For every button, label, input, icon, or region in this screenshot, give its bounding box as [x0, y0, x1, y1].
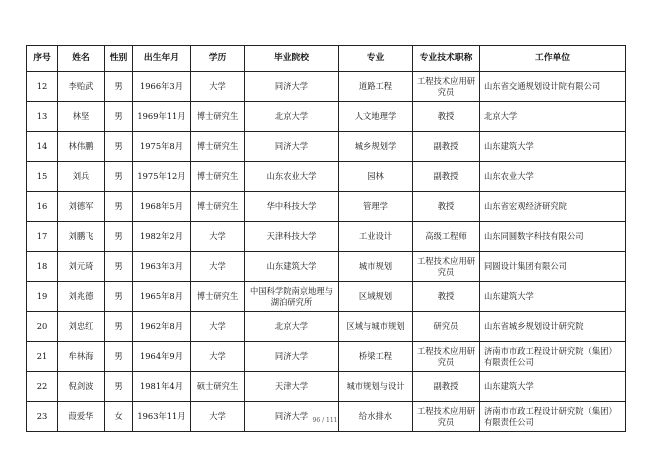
- cell-name: 牟林海: [58, 342, 105, 372]
- cell-index: 12: [27, 72, 58, 102]
- cell-gender: 男: [105, 312, 133, 342]
- cell-birth: 1975年8月: [133, 132, 191, 162]
- cell-gender: 男: [105, 162, 133, 192]
- header-col-employer: 工作单位: [480, 46, 626, 72]
- cell-gender: 男: [105, 282, 133, 312]
- cell-birth: 1963年11月: [133, 402, 191, 432]
- cell-school: 同济大学: [245, 342, 339, 372]
- cell-title: 工程技术应用研究员: [413, 72, 480, 102]
- header-col-birth: 出生年月: [133, 46, 191, 72]
- cell-gender: 女: [105, 402, 133, 432]
- cell-employer: 山东同圆数字科技有限公司: [480, 222, 626, 252]
- cell-school: 北京大学: [245, 312, 339, 342]
- cell-gender: 男: [105, 192, 133, 222]
- table-row: [27, 312, 626, 342]
- cell-education: 大学: [191, 312, 245, 342]
- cell-education: 大学: [191, 402, 245, 432]
- cell-index: 18: [27, 252, 58, 282]
- cell-major: 城市规划: [339, 252, 413, 282]
- cell-employer: 山东建筑大学: [480, 132, 626, 162]
- table-row: [27, 72, 626, 102]
- table-row: [27, 192, 626, 222]
- cell-gender: 男: [105, 102, 133, 132]
- cell-title: 教授: [413, 192, 480, 222]
- cell-title: 教授: [413, 282, 480, 312]
- cell-index: 20: [27, 312, 58, 342]
- table-row: [27, 102, 626, 132]
- cell-title: 工程技术应用研究员: [413, 342, 480, 372]
- cell-education: 博士研究生: [191, 102, 245, 132]
- cell-employer: 济南市市政工程设计研究院（集团）有限责任公司: [480, 342, 626, 372]
- cell-title: 工程技术应用研究员: [413, 252, 480, 282]
- cell-index: 22: [27, 372, 58, 402]
- cell-name: 刘兵: [58, 162, 105, 192]
- cell-name: 刘元琦: [58, 252, 105, 282]
- header-row: [27, 46, 626, 72]
- cell-name: 倪剑波: [58, 372, 105, 402]
- cell-major: 城市规划与设计: [339, 372, 413, 402]
- cell-gender: 男: [105, 222, 133, 252]
- cell-birth: 1968年5月: [133, 192, 191, 222]
- cell-gender: 男: [105, 372, 133, 402]
- cell-title: 教授: [413, 102, 480, 132]
- table-row: [27, 282, 626, 312]
- cell-education: 大学: [191, 72, 245, 102]
- header-col-index: 序号: [27, 46, 58, 72]
- cell-gender: 男: [105, 252, 133, 282]
- cell-index: 23: [27, 402, 58, 432]
- cell-education: 博士研究生: [191, 192, 245, 222]
- cell-name: 刘德军: [58, 192, 105, 222]
- cell-education: 大学: [191, 342, 245, 372]
- page-number: 96 / 111: [312, 417, 338, 424]
- cell-education: 博士研究生: [191, 162, 245, 192]
- cell-school: 山东建筑大学: [245, 252, 339, 282]
- cell-title: 副教授: [413, 162, 480, 192]
- cell-name: 刘忠红: [58, 312, 105, 342]
- cell-school: 山东农业大学: [245, 162, 339, 192]
- cell-school: 同济大学: [245, 72, 339, 102]
- cell-school: 华中科技大学: [245, 192, 339, 222]
- cell-title: 工程技术应用研究员: [413, 402, 480, 432]
- cell-gender: 男: [105, 342, 133, 372]
- cell-major: 工业设计: [339, 222, 413, 252]
- cell-name: 林伟鹏: [58, 132, 105, 162]
- cell-employer: 山东省交通规划设计院有限公司: [480, 72, 626, 102]
- cell-education: 大学: [191, 252, 245, 282]
- cell-name: 刘鹏飞: [58, 222, 105, 252]
- header-col-title: 专业技术职称: [413, 46, 480, 72]
- cell-employer: 山东省城乡规划设计研究院: [480, 312, 626, 342]
- personnel-table: [26, 45, 626, 432]
- cell-birth: 1969年11月: [133, 102, 191, 132]
- cell-employer: 济南市市政工程设计研究院（集团）有限责任公司: [480, 402, 626, 432]
- cell-education: 硕士研究生: [191, 372, 245, 402]
- cell-index: 21: [27, 342, 58, 372]
- cell-employer: 山东省宏观经济研究院: [480, 192, 626, 222]
- cell-index: 15: [27, 162, 58, 192]
- cell-education: 博士研究生: [191, 132, 245, 162]
- cell-title: 副教授: [413, 372, 480, 402]
- cell-birth: 1975年12月: [133, 162, 191, 192]
- header-col-education: 学历: [191, 46, 245, 72]
- cell-major: 管理学: [339, 192, 413, 222]
- cell-birth: 1966年3月: [133, 72, 191, 102]
- cell-index: 14: [27, 132, 58, 162]
- cell-employer: 北京大学: [480, 102, 626, 132]
- cell-gender: 男: [105, 132, 133, 162]
- cell-school: 同济大学: [245, 132, 339, 162]
- header-col-name: 姓名: [58, 46, 105, 72]
- cell-birth: 1982年2月: [133, 222, 191, 252]
- cell-gender: 男: [105, 72, 133, 102]
- cell-title: 研究员: [413, 312, 480, 342]
- cell-employer: 山东建筑大学: [480, 372, 626, 402]
- cell-name: 林坚: [58, 102, 105, 132]
- cell-education: 大学: [191, 222, 245, 252]
- cell-name: 刘兆德: [58, 282, 105, 312]
- header-col-major: 专业: [339, 46, 413, 72]
- header-col-school: 毕业院校: [245, 46, 339, 72]
- cell-major: 城乡规划学: [339, 132, 413, 162]
- header-col-gender: 性别: [105, 46, 133, 72]
- cell-employer: 同圆设计集团有限公司: [480, 252, 626, 282]
- cell-school: 北京大学: [245, 102, 339, 132]
- table-body: [27, 72, 626, 432]
- cell-school: 天津大学: [245, 372, 339, 402]
- cell-index: 16: [27, 192, 58, 222]
- cell-school: 同济大学: [245, 402, 339, 432]
- cell-birth: 1981年4月: [133, 372, 191, 402]
- cell-index: 17: [27, 222, 58, 252]
- cell-major: 给水排水: [339, 402, 413, 432]
- cell-title: 副教授: [413, 132, 480, 162]
- cell-birth: 1963年3月: [133, 252, 191, 282]
- cell-employer: 山东建筑大学: [480, 282, 626, 312]
- cell-major: 桥梁工程: [339, 342, 413, 372]
- cell-education: 博士研究生: [191, 282, 245, 312]
- table-row: [27, 252, 626, 282]
- cell-major: 道路工程: [339, 72, 413, 102]
- cell-index: 19: [27, 282, 58, 312]
- table-row: [27, 222, 626, 252]
- cell-school: 中国科学院南京地理与湖泊研究所: [245, 282, 339, 312]
- cell-title: 高级工程师: [413, 222, 480, 252]
- table-row: [27, 342, 626, 372]
- cell-employer: 山东农业大学: [480, 162, 626, 192]
- cell-index: 13: [27, 102, 58, 132]
- cell-major: 区域与城市规划: [339, 312, 413, 342]
- cell-name: 李贻武: [58, 72, 105, 102]
- table-row: [27, 372, 626, 402]
- table-row: [27, 132, 626, 162]
- cell-major: 人文地理学: [339, 102, 413, 132]
- cell-major: 园林: [339, 162, 413, 192]
- cell-birth: 1965年8月: [133, 282, 191, 312]
- cell-birth: 1964年9月: [133, 342, 191, 372]
- table-row: [27, 162, 626, 192]
- cell-major: 区域规划: [339, 282, 413, 312]
- cell-name: 葭爱华: [58, 402, 105, 432]
- cell-school: 天津科技大学: [245, 222, 339, 252]
- cell-birth: 1962年8月: [133, 312, 191, 342]
